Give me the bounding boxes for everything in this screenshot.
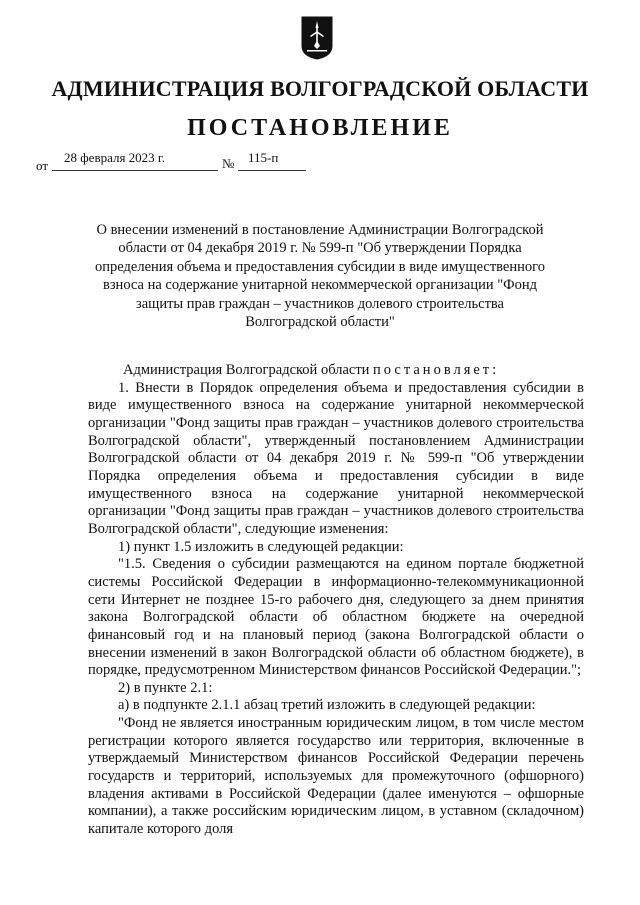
number-underline xyxy=(238,170,306,171)
intro-subject: Администрация Волгоградской области xyxy=(123,362,370,378)
paragraph-4: 2) в пункте 2.1: xyxy=(118,679,213,696)
number-label: № xyxy=(222,156,235,171)
date-underline xyxy=(52,170,218,171)
paragraph-5: а) в подпункте 2.1.1 абзац третий изложить в следующей редакции: xyxy=(118,697,536,714)
paragraph-1: 1. Внести в Порядок определения объема и предоставления субсидии в виде имущественного взноса на содержание унитарной некоммерческой организации "Фонд защиты прав граждан – участников долевого строительства Волгоградской области", утвержденный постановлением Администрации Волгоградской области от 04 декабря 2019 г. № 599-п "Об утверждении Порядка определения объема и предоставления субсидии в виде имущественного взноса на содержание унитарной некоммерческой организации "Фонд защиты прав граждан – участников долевого строительства Волгоградской области", следующие изменения: xyxy=(88,379,584,537)
organization-name: АДМИНИСТРАЦИЯ ВОЛГОГРАДСКОЙ ОБЛАСТИ xyxy=(51,76,589,101)
paragraph-6: "Фонд не является иностранным юридическим лицом, в том числе местом регистрации которого является государство или территория, включенные в утверждаемый Министерством финансов Российской Федерации перечень государств и территорий, используемых для промежуточного (офшорного) владения активами в Российской Федерации (далее именуются – офшорные компании), а также российским юридическим лицом, в уставном (складочном) капитале которого доля xyxy=(88,715,584,838)
coat-of-arms-icon xyxy=(301,16,333,60)
intro-verb: постановляет: xyxy=(373,362,500,378)
paragraph-3: "1.5. Сведения о субсидии размещаются на едином портале бюджетной системы Российской Федерации в информационно-телекоммуникационной сети Интернет не позднее 15-го рабочего дня, следующего за днем принятия закона Волгоградской области об областном бюджете на очередной финансовый год и на плановый период (закона Волгоградской области о внесении изменений в закон Волгоградской области об областном бюджете), в порядке, предусмотренном Министерством финансов Российской Федерации."; xyxy=(88,556,584,679)
document-body xyxy=(88,362,584,839)
date-value: 28 февраля 2023 г. xyxy=(64,150,166,165)
number-value: 115-п xyxy=(248,150,279,165)
document-title: О внесении изменений в постановление Администрации Волгоградской области от 04 декабря 2019 г. № 599-п "Об утверждении Порядка определения объема и предоставления субсидии в виде имущественного взноса на содержание унитарной некоммерческой организации "Фонд защиты прав граждан – участников долевого строительства Волгоградской области" xyxy=(95,222,545,331)
paragraph-2: 1) пункт 1.5 изложить в следующей редакции: xyxy=(118,538,404,555)
intro-paragraph xyxy=(88,362,584,380)
date-label: от xyxy=(36,158,49,173)
document-type: ПОСТАНОВЛЕНИЕ xyxy=(187,115,453,141)
